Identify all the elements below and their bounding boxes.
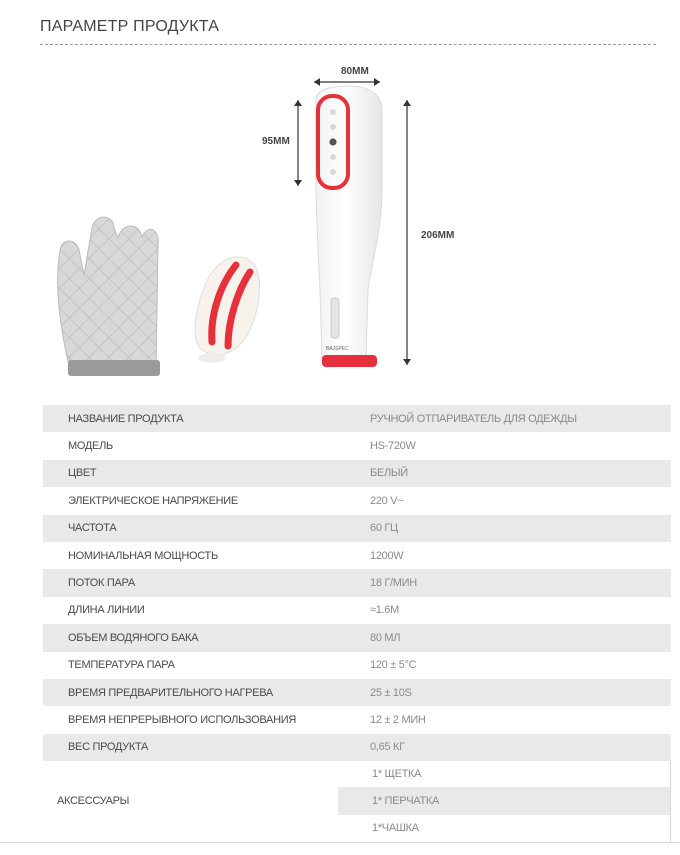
spec-value: 0,65 КГ	[370, 741, 405, 754]
accessories-label: АКСЕССУАРЫ	[57, 795, 130, 807]
spec-row-continuous-use	[43, 706, 671, 733]
spec-label: ВРЕМЯ ПРЕДВАРИТЕЛЬНОГО НАГРЕВА	[68, 686, 273, 699]
spec-row-cord-length	[43, 597, 671, 624]
total-height-dimension-label: 206MM	[421, 230, 455, 241]
spec-value: 12 ± 2 МИН	[370, 713, 426, 726]
width-dimension-arrow	[314, 78, 380, 86]
spec-label: НОМИНАЛЬНАЯ МОЩНОСТЬ	[68, 549, 218, 562]
spec-row-steam-flow	[43, 569, 671, 596]
spec-value: РУЧНОЙ ОТПАРИВАТЕЛЬ ДЛЯ ОДЕЖДЫ	[370, 412, 577, 425]
accessory-item: 1* ЩЕТКА	[372, 767, 422, 780]
spec-value: 120 ± 5°C	[370, 659, 417, 672]
spec-label: ЭЛЕКТРИЧЕСКОЕ НАПРЯЖЕНИЕ	[68, 494, 238, 507]
panel-height-dimension-label: 95MM	[262, 136, 290, 147]
accessories-block	[43, 760, 671, 842]
spec-label: ВЕС ПРОДУКТА	[68, 741, 149, 754]
spec-row-frequency	[43, 515, 671, 542]
spec-row-product-name	[43, 405, 671, 432]
spec-row-power	[43, 542, 671, 569]
glove-icon	[58, 217, 160, 376]
spec-row-model	[43, 432, 671, 459]
spec-value: 220 V~	[370, 494, 404, 507]
spec-value: 60 ГЦ	[370, 522, 398, 535]
spec-label: ОБЪЕМ ВОДЯНОГО БАКА	[68, 631, 199, 644]
spec-row-weight	[43, 734, 671, 761]
spec-value: 1200W	[370, 549, 404, 562]
page-title: ПАРАМЕТР ПРОДУКТА	[40, 18, 220, 35]
spec-label: МОДЕЛЬ	[68, 440, 113, 453]
spec-label: НАЗВАНИЕ ПРОДУКТА	[68, 412, 184, 425]
spec-value: 80 МЛ	[370, 631, 401, 644]
spec-value: БЕЛЫЙ	[370, 467, 408, 480]
spec-value: 25 ± 10S	[370, 686, 412, 699]
spec-label: ПОТОК ПАРА	[68, 577, 135, 590]
steamer-icon	[316, 86, 382, 367]
spec-label: ДЛИНА ЛИНИИ	[68, 604, 145, 617]
table-bottom-divider	[0, 842, 680, 843]
spec-row-preheat-time	[43, 679, 671, 706]
spec-value: 18 Г/МИН	[370, 577, 417, 590]
product-image-area	[0, 50, 680, 400]
spec-label: ВРЕМЯ НЕПРЕРЫВНОГО ИСПОЛЬЗОВАНИЯ	[68, 713, 296, 726]
spec-row-steam-temperature	[43, 652, 671, 679]
spec-label: ЦВЕТ	[68, 467, 97, 480]
spec-value: HS-720W	[370, 440, 416, 453]
accessory-item: 1*ЧАШКА	[372, 822, 419, 835]
brush-icon	[195, 257, 260, 363]
width-dimension-label: 80MM	[341, 66, 369, 77]
spec-row-voltage	[43, 487, 671, 514]
spec-table	[43, 405, 671, 761]
spec-label: ЧАСТОТА	[68, 522, 117, 535]
header-divider	[40, 44, 656, 45]
spec-row-tank-volume	[43, 624, 671, 651]
accessory-item: 1* ПЕРЧАТКА	[338, 787, 670, 814]
accessories-list	[338, 760, 671, 842]
spec-row-color	[43, 460, 671, 487]
panel-height-dimension-arrow	[294, 100, 302, 186]
spec-value: ≈1.6M	[370, 604, 399, 617]
total-height-dimension-arrow	[403, 100, 411, 365]
spec-label: ТЕМПЕРАТУРА ПАРА	[68, 659, 175, 672]
brand-logo: BAJSPEC	[326, 346, 349, 352]
